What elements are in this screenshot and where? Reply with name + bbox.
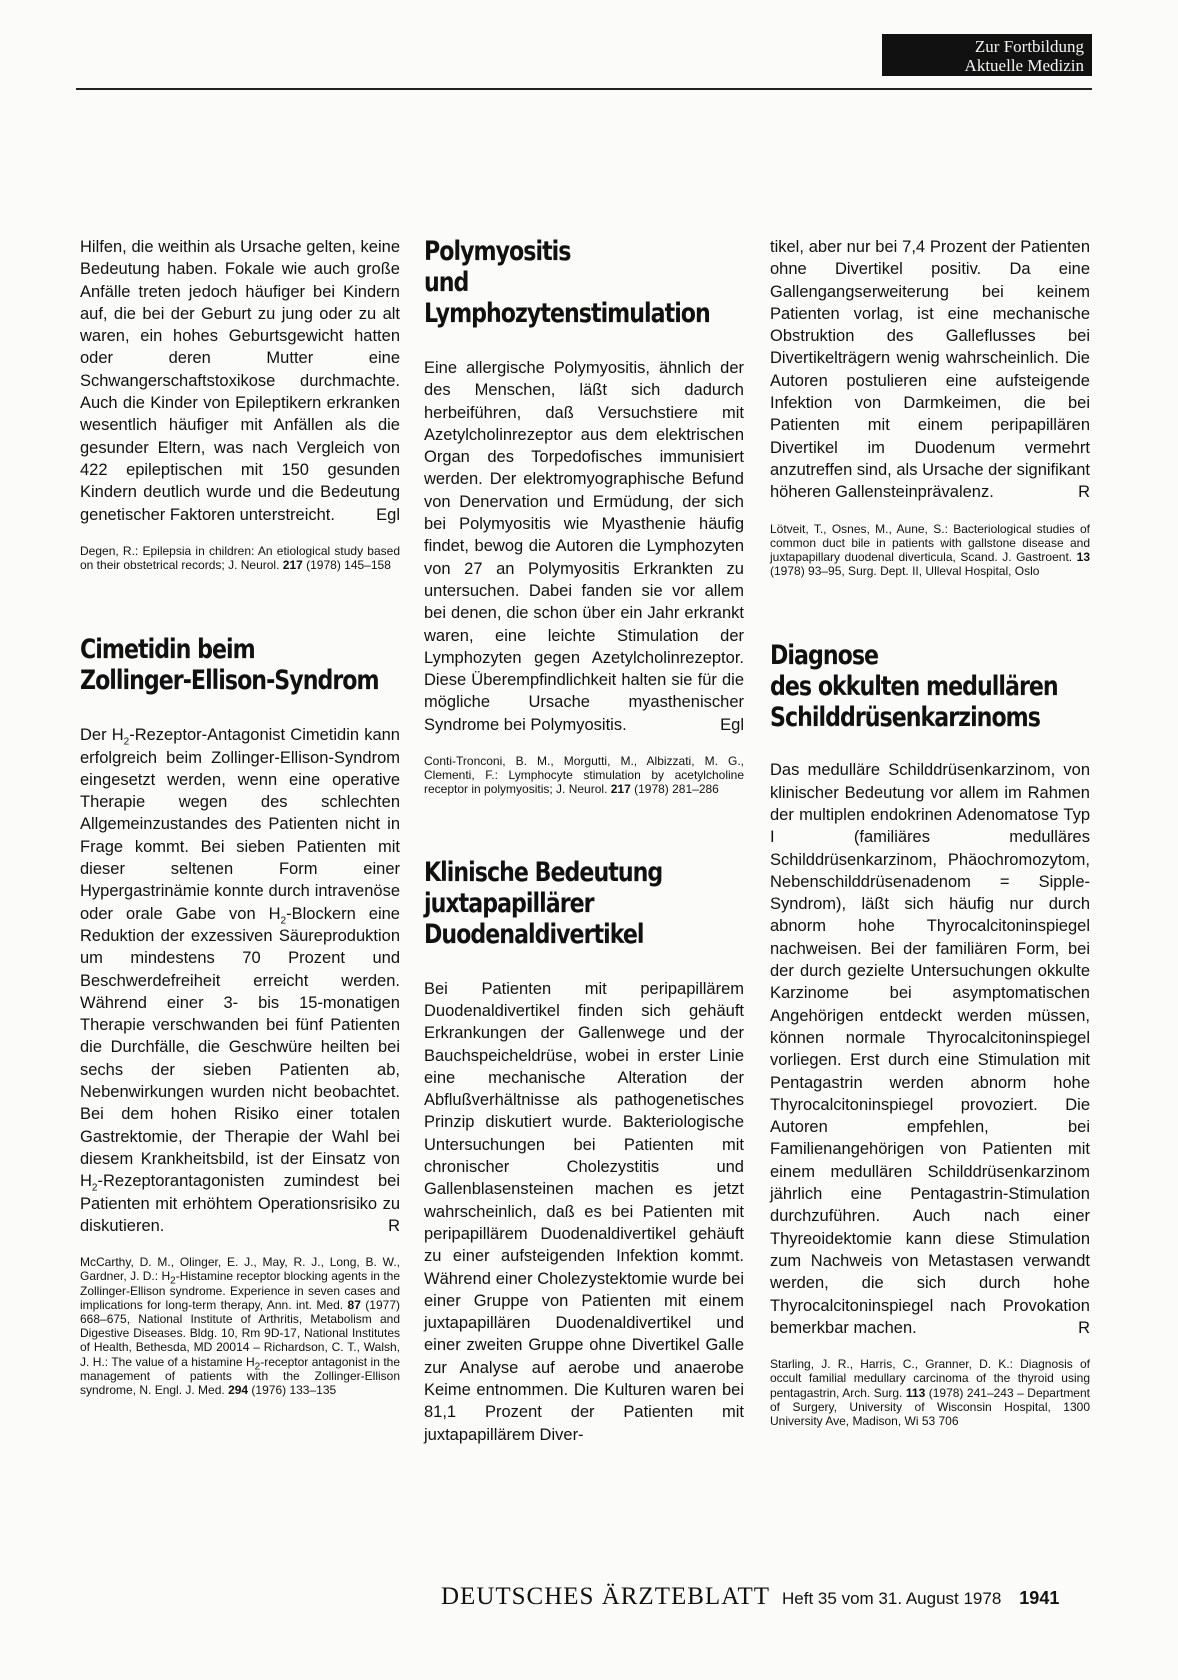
schilddruesenkarzinom-heading: Diagnose des okkulten medullären Schilddrüsenkarzinoms xyxy=(770,640,1058,734)
polymyositis-reference: Conti-Tronconi, B. M., Morgutti, M., Albizzati, M. G., Clementi, F.: Lymphocyte stimulation by acetylcholine receptor in polymyositis; J. Neurol. 217 (1978) 281–286 xyxy=(424,754,744,797)
epilepsy-article-text: Hilfen, die weithin als Ursache gelten, keine Bedeutung haben. Fokale wie auch große Anfälle treten jedoch häufiger bei Kindern auf, die bei der Geburt zu jung oder zu alt waren, ein hohes Geburtsgewicht hatten oder deren Mutter eine Schwangerschaftstoxikose durchmachte. Auch die Kinder von Epileptikern erkranken wesentlich häufiger mit Anfällen als die gesunder Eltern, was nach Vergleich von 422 epileptischen mit 150 gesunden Kindern deutlich wurde und die Bedeutung genetischer Faktoren unterstreicht. Egl xyxy=(80,236,400,526)
polymyositis-article-text: Eine allergische Polymyositis, ähnlich der des Menschen, läßt sich dadurch herbeiführen, daß Versuchstiere mit Azetylcholinrezeptor aus dem elektrischen Organ des Torpedofisches immunisiert werden. Der elektromyographische Befund von Denervation und Ermüdung, der sich bei Polymyositis wie Myasthenie häufig findet, bewog die Autoren die Lymphozyten von 27 an Polymyositis Erkrankten zu untersuchen. Dabei fanden sie vor allem bei denen, die schon über ein Jahr erkrankt waren, eine leichte Stimulation der Lymphozyten gegen Azetylcholinrezeptor. Diese Überempfindlichkeit halten sie für die mögliche Ursache myasthenischer Syndrome bei Polymyositis. Egl xyxy=(424,357,744,736)
author-signature: R xyxy=(1078,483,1090,502)
section-label-box xyxy=(882,34,1092,76)
cimetidin-reference: McCarthy, D. M., Olinger, E. J., May, R. J., Long, B. W., Gardner, J. D.: $H_2$-Histamine receptor blocking agents in the Zollinger-Ellison syndrome. Experience in seven cases and implications for long-term therapy, Ann. int. Med. 87 (1977) 668–675, National Institute of Arthritis, Metabolism and Digestive Diseases. Bldg. 10, Rm 9D-17, National Institutes of Health, Bethesda, MD 20014 – Richardson, C. T., Walsh, J. H.: The value of a histamine $H_2$-receptor antagonist in the management of patients with the Zollinger-Ellison syndrome, N. Engl. J. Med. 294 (1976) 133–135 xyxy=(80,1255,400,1397)
issue-info: Heft 35 vom 31. August 1978 xyxy=(782,1589,1002,1608)
journal-name: DEUTSCHES ÄRZTEBLATT xyxy=(441,1583,771,1610)
cimetidin-article-text: Der $H_2-Rezeptor$-Antagonist Cimetidin kann erfolgreich beim Zollinger-Ellison-Syndrom eingesetzt werden, wenn eine operative Therapie wegen des schlechten Allgemeinzustandes des Patienten nicht in Frage kommt. Bei sieben Patienten mit dieser seltenen Form einer Hypergastrinämie konnte durch intravenöse oder orale Gabe von $H_2$-Blockern eine Reduktion der exzessiven Säureproduktion um mindestens 70 Prozent und Beschwerdefreiheit erreicht werden. Während einer 3- bis 15-monatigen Therapie verschwanden bei fünf Patienten die Durchfälle, die Geschwüre heilten bei sechs der sieben Patienten ab, Nebenwirkungen wurden nicht beobachtet. Bei dem hohen Risiko einer totalen Gastrektomie, der Therapie der Wahl bei diesem Krankheitsbild, ist der Einsatz von $H_2$-Rezeptorantagonisten zumindest bei Patienten mit erhöhtem Operationsrisiko zu diskutieren. R xyxy=(80,724,400,1237)
schilddruesenkarzinom-article-text: Das medulläre Schilddrüsenkarzinom, von klinischer Bedeutung vor allem im Rahmen der multiplen endokrinen Adenomatose Typ I (familiäres medulläres Schilddrüsenkarzinom, Phäochromozytom, Nebenschilddrüsenadenom = Sipple-Syndrom), läßt sich häufig nur durch abnorm hohe Thyrocalcitoninspiegel nachweisen. Bei der familiären Form, bei der durch gezielte Untersuchungen okkulte Karzinome bei asymptomatischen Angehörigen entdeckt werden müssen, können normale Thyrocalcitoninspiegel vorliegen. Erst durch eine Stimulation mit Pentagastrin werden abnorm hohe Thyrocalcitoninspiegel provoziert. Die Autoren empfehlen, bei Familienangehörigen von Patienten mit einem medullären Schilddrüsenkarzinom jährlich eine Pentagastrin-Stimulation durchzuführen. Auch nach einer Thyreoidektomie kann diese Stimulation zum Nachweis von Metastasen verwandt werden, die sich durch hohe Thyrocalcitoninspiegel nach Provokation bemerkbar machen. R xyxy=(770,759,1090,1339)
schilddruesenkarzinom-reference: Starling, J. R., Harris, C., Granner, D. K.: Diagnosis of occult familial medullary carcinoma of the thyroid using pentagastrin, Arch. Surg. 113 (1978) 241–243 – Department of Surgery, University of Wisconsin Hospital, 1300 University Ave, Madison, Wi 53 706 xyxy=(770,1357,1090,1428)
column-1 xyxy=(80,236,400,1397)
section-label-line-1: Zur Fortbildung xyxy=(974,37,1084,56)
polymyositis-heading: Polymyositis und Lymphozytenstimulation xyxy=(424,236,710,329)
header-rule xyxy=(76,88,1092,90)
column-3 xyxy=(770,236,1090,1428)
duodenaldivertikel-heading: Klinische Bedeutung juxtapapillärer Duodenaldivertikel xyxy=(424,856,663,950)
epilepsy-reference: Degen, R.: Epilepsia in children: An etiological study based on their obstetrical records; J. Neurol. 217 (1978) 145–158 xyxy=(80,543,400,573)
duodenaldivertikel-reference: Lötveit, T., Osnes, M., Aune, S.: Bacteriological studies of common duct bile in patients with gallstone disease and juxtapapillary duodenal diverticula, Scand. J. Gastroent. 13 (1978) 93–95, Surg. Dept. II, Ulleval Hospital, Oslo xyxy=(770,521,1090,579)
duodenaldivertikel-article-text: Bei Patienten mit peripapillärem Duodenaldivertikel finden sich gehäuft Erkrankungen der Gallenwege und der Bauchspeicheldrüse, wobei in erster Linie eine mechanische Alteration der Abflußverhältnisse als pathogenetisches Prinzip diskutiert wurde. Bakteriologische Untersuchungen bei Patienten mit chronischer Cholezystitis und Gallenblasensteinen machen es jetzt wahrscheinlich, daß es bei Patienten mit peripapillärem Duodenaldivertikel gehäuft zu einer aufsteigenden Infektion kommt. Während einer Cholezystektomie wurde bei einer Gruppe von Patienten mit einem juxtapapillären Duodenaldivertikel und einer zweiten Gruppe ohne Divertikel Galle zur Analyse auf aerobe und anaerobe Keime entnommen. Die Kulturen waren bei 81,1 Prozent der Patienten mit juxtapapillärem Diver- xyxy=(424,979,744,1444)
page-footer xyxy=(441,1583,1059,1611)
section-label-line-2: Aktuelle Medizin xyxy=(964,56,1084,75)
author-signature: R xyxy=(1078,1318,1090,1337)
author-signature: R xyxy=(388,1216,400,1235)
cimetidin-heading: Cimetidin beim Zollinger-Ellison-Syndrom xyxy=(80,634,379,697)
page-number: 1941 xyxy=(1019,1588,1060,1608)
duodenaldivertikel-article-continued: tikel, aber nur bei 7,4 Prozent der Patienten ohne Divertikel positiv. Da eine Gallengangserweiterung bei keinem Patienten vorlag, ist eine mechanische Obstruktion des Galleflusses bei Divertikelträgern wenig wahrscheinlich. Die Autoren postulieren eine aufsteigende Infektion von Darmkeimen, die bei Patienten mit einem peripapillären Divertikel im Duodenum vermehrt anzutreffen sind, als Ursache der signifikant höheren Gallensteinprävalenz. R xyxy=(770,236,1090,504)
author-signature: Egl xyxy=(720,715,744,734)
column-2 xyxy=(424,236,744,1446)
author-signature: Egl xyxy=(376,505,400,524)
